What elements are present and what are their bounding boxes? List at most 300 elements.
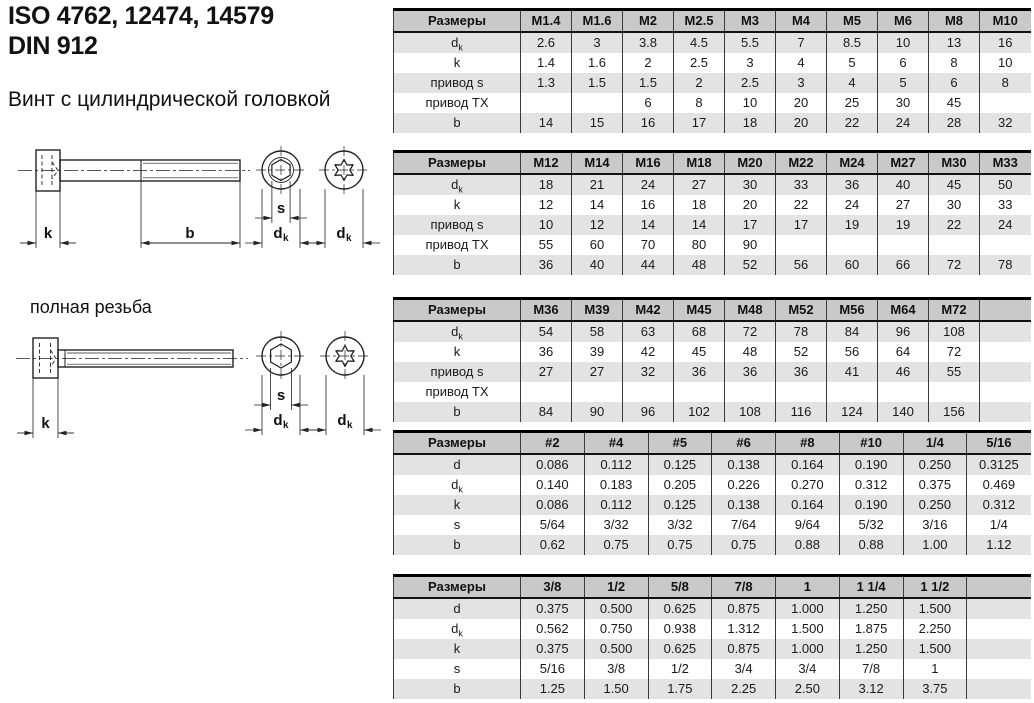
dim-label-dk: d (336, 225, 346, 242)
cell: 0.88 (839, 535, 903, 555)
cell: 1/2 (648, 659, 712, 679)
cell: 0.3125 (967, 454, 1031, 475)
cell: 14 (623, 215, 674, 235)
cell: 0.125 (648, 495, 712, 515)
cell: 7/8 (839, 659, 903, 679)
cell: 24 (623, 174, 674, 195)
cell: 22 (929, 215, 980, 235)
cell: 1.312 (712, 619, 776, 639)
cell: 80 (674, 235, 725, 255)
dim-label-dk-sub: k (347, 420, 353, 431)
screw-drawing-full-thread (8, 326, 393, 444)
table-row (394, 195, 1031, 215)
row-label: привод TX (394, 93, 521, 113)
cell: 0.112 (584, 454, 648, 475)
cell: 8 (674, 93, 725, 113)
cell: 0.469 (967, 475, 1031, 495)
cell: 36 (827, 174, 878, 195)
cell: 18 (725, 113, 776, 133)
cell: 40 (878, 174, 929, 195)
size-column-header: M20 (725, 152, 776, 175)
row-label: k (394, 639, 521, 659)
table-row (394, 402, 1031, 422)
cell: 0.375 (521, 598, 585, 619)
cell: 18 (521, 174, 572, 195)
screw-head (33, 338, 58, 378)
table-row (394, 598, 1031, 619)
size-column-header: #2 (521, 432, 585, 455)
cell: 16 (623, 113, 674, 133)
cell: 52 (725, 255, 776, 275)
cell: 72 (725, 321, 776, 342)
cell: 1.500 (903, 639, 967, 659)
table-row (394, 255, 1031, 275)
page-title-iso: ISO 4762, 12474, 14579 (8, 2, 274, 30)
cell: 1.25 (521, 679, 585, 699)
cell: 1.5 (623, 73, 674, 93)
size-column-header: M3 (725, 10, 776, 33)
row-label: привод s (394, 73, 521, 93)
cell: 0.938 (648, 619, 712, 639)
cell: 96 (623, 402, 674, 422)
size-column-header: #10 (839, 432, 903, 455)
table-metric-m36-m72 (393, 297, 1031, 422)
dim-label-s: s (276, 387, 286, 404)
cell: 44 (623, 255, 674, 275)
cell: 28 (929, 113, 980, 133)
table-row (394, 113, 1031, 133)
size-column-header: M22 (776, 152, 827, 175)
size-column-header: M42 (623, 299, 674, 322)
row-label: привод TX (394, 235, 521, 255)
size-column-header: M48 (725, 299, 776, 322)
table-row (394, 382, 1031, 402)
cell: 70 (623, 235, 674, 255)
table-row (394, 73, 1031, 93)
cell: 90 (572, 402, 623, 422)
cell: 1.000 (776, 598, 840, 619)
row-label: $d_k$ (394, 32, 521, 53)
size-column-header (980, 299, 1031, 322)
cell (572, 382, 623, 402)
cell: 1.500 (903, 598, 967, 619)
table-row (394, 495, 1031, 515)
cell: 1.75 (648, 679, 712, 699)
cell: 46 (878, 362, 929, 382)
size-column-header: M6 (878, 10, 929, 33)
row-label: s (394, 659, 521, 679)
cell: 18 (674, 195, 725, 215)
size-column-header: M39 (572, 299, 623, 322)
page-title-din: DIN 912 (8, 31, 98, 60)
cell: 58 (572, 321, 623, 342)
row-label: привод s (394, 215, 521, 235)
table-row (394, 535, 1031, 555)
cell: 1/4 (967, 515, 1031, 535)
cell: 1 (903, 659, 967, 679)
cell (980, 93, 1031, 113)
table-metric-m12-m33 (393, 150, 1031, 275)
cell (776, 235, 827, 255)
cell: 0.875 (712, 639, 776, 659)
size-column-header: M52 (776, 299, 827, 322)
sizes-header: Размеры (394, 432, 521, 455)
cell: 0.138 (712, 495, 776, 515)
cell: 0.625 (648, 639, 712, 659)
sizes-header: Размеры (394, 152, 521, 175)
dim-label-dk: d (273, 225, 283, 242)
cell: 48 (725, 342, 776, 362)
dim-label-dk: d (337, 412, 347, 429)
cell: 6 (878, 53, 929, 73)
table-row (394, 475, 1031, 495)
cell: 64 (878, 342, 929, 362)
cell: 42 (623, 342, 674, 362)
table-row (394, 215, 1031, 235)
cell: 17 (725, 215, 776, 235)
cell: 0.500 (584, 598, 648, 619)
cell: 5 (878, 73, 929, 93)
size-column-header: M45 (674, 299, 725, 322)
size-column-header: M10 (980, 10, 1031, 33)
hidden-socket-lines (40, 343, 57, 373)
cell: 30 (725, 174, 776, 195)
cell (967, 659, 1031, 679)
row-label: b (394, 113, 521, 133)
cell: 8 (980, 73, 1031, 93)
cell (980, 235, 1031, 255)
table-row (394, 32, 1031, 53)
sizes-header: Размеры (394, 299, 521, 322)
size-column-header: 1/2 (584, 576, 648, 599)
size-column-header: M1.4 (521, 10, 572, 33)
cell: 3 (725, 53, 776, 73)
cell (776, 382, 827, 402)
cell: 12 (521, 195, 572, 215)
cell: 8 (929, 53, 980, 73)
row-label: d (394, 454, 521, 475)
cell (980, 402, 1031, 422)
header-row (394, 576, 1031, 599)
cell: 0.75 (648, 535, 712, 555)
cell: 36 (776, 362, 827, 382)
cell: 19 (827, 215, 878, 235)
cell: 9/64 (776, 515, 840, 535)
size-column-header: M2.5 (674, 10, 725, 33)
cell: 1.12 (967, 535, 1031, 555)
row-label: b (394, 535, 521, 555)
cell: 7 (776, 32, 827, 53)
cell: 52 (776, 342, 827, 362)
cell: 36 (521, 342, 572, 362)
row-label: привод TX (394, 382, 521, 402)
cell: 0.270 (776, 475, 840, 495)
cell: 78 (980, 255, 1031, 275)
size-column-header: M36 (521, 299, 572, 322)
cell: 20 (776, 93, 827, 113)
cell: 0.312 (967, 495, 1031, 515)
cell: 0.125 (648, 454, 712, 475)
cell: 2.5 (674, 53, 725, 73)
cell: 45 (674, 342, 725, 362)
size-column-header: #8 (776, 432, 840, 455)
cell: 2.50 (776, 679, 840, 699)
cell: 14 (674, 215, 725, 235)
table-row (394, 659, 1031, 679)
cell: 0.190 (839, 454, 903, 475)
cell: 2.25 (712, 679, 776, 699)
size-column-header: M14 (572, 152, 623, 175)
cell: 8.5 (827, 32, 878, 53)
table-row (394, 174, 1031, 195)
cell: 6 (623, 93, 674, 113)
cell: 3.8 (623, 32, 674, 53)
cell: 30 (878, 93, 929, 113)
cell: 4 (776, 53, 827, 73)
cell: 14 (572, 195, 623, 215)
cell: 2.6 (521, 32, 572, 53)
cell: 0.164 (776, 454, 840, 475)
dim-label-s: s (276, 200, 286, 217)
cell: 50 (980, 174, 1031, 195)
cell: 33 (980, 195, 1031, 215)
size-column-header: M24 (827, 152, 878, 175)
cell (725, 382, 776, 402)
dim-label-b: b (185, 225, 195, 242)
cell: 40 (572, 255, 623, 275)
cell: 156 (929, 402, 980, 422)
cell: 3/4 (712, 659, 776, 679)
cell: 19 (878, 215, 929, 235)
cell (967, 619, 1031, 639)
size-column-header: M64 (878, 299, 929, 322)
cell: 0.164 (776, 495, 840, 515)
size-column-header: 3/8 (521, 576, 585, 599)
cell: 3/16 (903, 515, 967, 535)
cell: 84 (827, 321, 878, 342)
cell (980, 342, 1031, 362)
table-row (394, 235, 1031, 255)
page-subtitle: Винт с цилиндрической головкой (8, 88, 331, 111)
cell: 1.250 (839, 598, 903, 619)
cell: 96 (878, 321, 929, 342)
cell: 45 (929, 93, 980, 113)
cell: 0.375 (903, 475, 967, 495)
cell: 6 (929, 73, 980, 93)
cell: 2 (674, 73, 725, 93)
cell: 20 (725, 195, 776, 215)
cell: 68 (674, 321, 725, 342)
cell: 0.625 (648, 598, 712, 619)
cell: 17 (674, 113, 725, 133)
cell: 0.138 (712, 454, 776, 475)
full-thread-label: полная резьба (30, 297, 152, 317)
cell: 36 (674, 362, 725, 382)
row-label: $d_k$ (394, 475, 521, 495)
size-column-header: 5/8 (648, 576, 712, 599)
cell: 5.5 (725, 32, 776, 53)
row-label: k (394, 53, 521, 73)
size-column-header: M1.6 (572, 10, 623, 33)
cell: 2 (623, 53, 674, 73)
cell: 15 (572, 113, 623, 133)
cell: 140 (878, 402, 929, 422)
cell: 10 (980, 53, 1031, 73)
row-label: привод s (394, 362, 521, 382)
cell: 5/16 (521, 659, 585, 679)
cell: 1.000 (776, 639, 840, 659)
cell (967, 598, 1031, 619)
cell: 2.250 (903, 619, 967, 639)
cell: 3.12 (839, 679, 903, 699)
cell: 41 (827, 362, 878, 382)
cell: 1.50 (584, 679, 648, 699)
cell: 0.250 (903, 495, 967, 515)
cell: 3 (776, 73, 827, 93)
cell: 10 (725, 93, 776, 113)
left-panel (0, 0, 393, 699)
table-inch-38-112 (393, 574, 1031, 699)
cell (674, 382, 725, 402)
table-row (394, 362, 1031, 382)
cell: 12 (572, 215, 623, 235)
size-column-header: M4 (776, 10, 827, 33)
row-label: k (394, 495, 521, 515)
size-column-header: 1/4 (903, 432, 967, 455)
cell (980, 382, 1031, 402)
cell: 27 (674, 174, 725, 195)
cell: 0.62 (521, 535, 585, 555)
screw-drawing-partial-thread (8, 145, 393, 257)
cell: 2.5 (725, 73, 776, 93)
row-label: $d_k$ (394, 174, 521, 195)
size-column-header: M33 (980, 152, 1031, 175)
size-column-header: M56 (827, 299, 878, 322)
cell: 24 (980, 215, 1031, 235)
cell: 0.250 (903, 454, 967, 475)
dim-label-dk-sub: k (283, 420, 289, 431)
cell (967, 639, 1031, 659)
cell: 3/8 (584, 659, 648, 679)
table-row (394, 53, 1031, 73)
size-column-header: #4 (584, 432, 648, 455)
cell: 0.205 (648, 475, 712, 495)
dim-label-dk-sub: k (346, 233, 352, 244)
cell: 63 (623, 321, 674, 342)
cell: 1.3 (521, 73, 572, 93)
cell: 116 (776, 402, 827, 422)
cell: 39 (572, 342, 623, 362)
row-label: b (394, 402, 521, 422)
cell: 27 (572, 362, 623, 382)
cell: 108 (725, 402, 776, 422)
size-column-header: 5/16 (967, 432, 1031, 455)
dim-label-k: k (41, 415, 50, 432)
cell: 22 (827, 113, 878, 133)
row-label: $d_k$ (394, 619, 521, 639)
dim-label-dk: d (273, 412, 283, 429)
cell: 10 (521, 215, 572, 235)
cell: 0.086 (521, 495, 585, 515)
cell: 27 (521, 362, 572, 382)
size-column-header: M18 (674, 152, 725, 175)
cell: 48 (674, 255, 725, 275)
size-column-header (967, 576, 1031, 599)
header-row (394, 10, 1031, 33)
cell (827, 235, 878, 255)
cell: 0.086 (521, 454, 585, 475)
cell: 1.875 (839, 619, 903, 639)
table-row (394, 321, 1031, 342)
cell: 16 (623, 195, 674, 215)
table-row (394, 515, 1031, 535)
cell: 56 (827, 342, 878, 362)
cell: 3/32 (648, 515, 712, 535)
cell: 78 (776, 321, 827, 342)
cell: 1.4 (521, 53, 572, 73)
cell: 3/32 (584, 515, 648, 535)
cell: 0.562 (521, 619, 585, 639)
cell: 0.500 (584, 639, 648, 659)
cell: 7/64 (712, 515, 776, 535)
cell: 1.5 (572, 73, 623, 93)
cell: 0.183 (584, 475, 648, 495)
row-label: $d_k$ (394, 321, 521, 342)
cell: 55 (929, 362, 980, 382)
row-label: b (394, 255, 521, 275)
cell: 124 (827, 402, 878, 422)
cell: 0.226 (712, 475, 776, 495)
cell: 1.00 (903, 535, 967, 555)
cell: 3 (572, 32, 623, 53)
sizes-header: Размеры (394, 576, 521, 599)
cell: 1.500 (776, 619, 840, 639)
cell: 16 (980, 32, 1031, 53)
cell: 20 (776, 113, 827, 133)
cell: 66 (878, 255, 929, 275)
cell: 72 (929, 255, 980, 275)
cell: 3.75 (903, 679, 967, 699)
size-column-header: M8 (929, 10, 980, 33)
header-row (394, 152, 1031, 175)
table-row (394, 679, 1031, 699)
table-row (394, 342, 1031, 362)
row-label: k (394, 342, 521, 362)
cell: 33 (776, 174, 827, 195)
cell: 0.312 (839, 475, 903, 495)
cell: 0.140 (521, 475, 585, 495)
cell: 1.250 (839, 639, 903, 659)
table-row (394, 619, 1031, 639)
cell: 0.88 (776, 535, 840, 555)
cell: 45 (929, 174, 980, 195)
cell: 102 (674, 402, 725, 422)
cell: 56 (776, 255, 827, 275)
size-column-header: 7/8 (712, 576, 776, 599)
cell (878, 235, 929, 255)
cell (929, 382, 980, 402)
cell: 0.75 (712, 535, 776, 555)
cell: 0.875 (712, 598, 776, 619)
cell: 27 (878, 195, 929, 215)
cell: 22 (776, 195, 827, 215)
cell (521, 382, 572, 402)
cell: 0.375 (521, 639, 585, 659)
cell: 90 (725, 235, 776, 255)
cell: 5/64 (521, 515, 585, 535)
cell: 72 (929, 342, 980, 362)
size-column-header: 1 1/2 (903, 576, 967, 599)
